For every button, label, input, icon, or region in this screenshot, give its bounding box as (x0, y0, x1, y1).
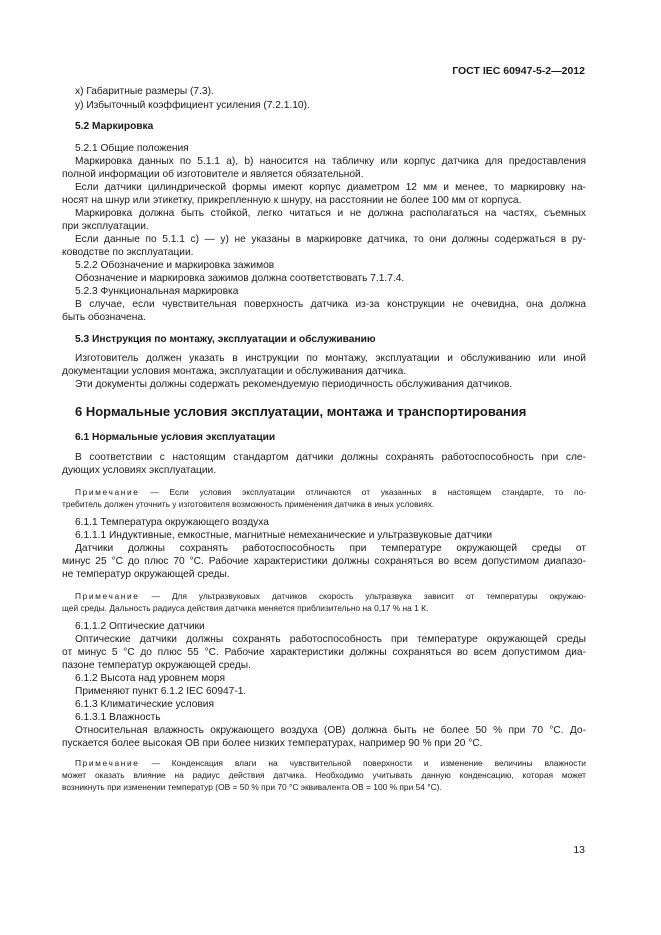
subsection-heading: 5.2.3 Функциональная маркировка (75, 286, 239, 297)
paragraph-line: Обозначение и маркировка зажимов должна соответствовать 7.1.7.4. (75, 273, 405, 284)
paragraph-line: Применяют пункт 6.1.2 IEC 60947-1. (75, 686, 247, 697)
paragraph-line: В случае, если чувствительная поверхность датчика из-за конструкции не очевидна, она должна (75, 299, 586, 310)
section-heading: 5.2 Маркировка (75, 121, 154, 132)
note-line: Примечание — Конденсация влаги на чувствительной поверхности и изменение величины влажности (75, 758, 586, 768)
paragraph-line: Изготовитель должен указать в инструкции по монтажу, эксплуатации и обслуживанию или иной (75, 353, 586, 364)
paragraph-line: Если данные по 5.1.1 c) — y) не указаны в маркировке датчика, то они должны содержаться в ру- (75, 234, 586, 245)
note-line: может оказать влияние на радиус действия датчика. Необходимо учитывать данную конденсацию, которая может (62, 770, 586, 780)
paragraph-line: от минус 5 °C до плюс 55 °C. Рабочие характеристики должны сохраняться во всем допустимом диа- (62, 647, 586, 658)
note-line: Примечание — Для ультразвуковых датчиков скорость ультразвука зависит от температуры окружаю- (75, 591, 586, 601)
list-item: x) Габаритные размеры (7.3). (75, 86, 214, 97)
note-line: щей среды. Дальность радиуса действия датчика меняется приблизительно на 0,17 % на 1 К. (62, 603, 429, 613)
paragraph-line: Датчики должны сохранять работоспособность при температуре окружающей среды от (75, 543, 586, 554)
paragraph-line: носят на шнур или этикетку, прикрепленную к шнуру, на расстоянии не более 100 мм от корпуса. (62, 195, 522, 206)
subsection-heading: 6.1.1.1 Индуктивные, емкостные, магнитные немеханические и ультразвуковые датчики (75, 530, 493, 541)
paragraph-line: ководстве по эксплуатации. (62, 247, 194, 258)
subsection-heading: 5.2.1 Общие положения (75, 143, 189, 154)
paragraph-line: минус 25 °C до плюс 70 °C. Рабочие характеристики должны сохраняться во всем допустимом диапазо- (62, 556, 586, 567)
paragraph-line: Относительная влажность окружающего воздуха (ОВ) должна быть не более 50 % при 70 °C. До- (75, 725, 586, 736)
paragraph-line: Маркировка должна быть стойкой, легко читаться и не должна располагаться на частях, съемных (75, 208, 586, 219)
note-line: Примечание — Если условия эксплуатации отличаются от указанных в настоящем стандарте, то по- (75, 487, 586, 497)
paragraph-line: Эти документы должны содержать рекомендуемую периодичность обслуживания датчиков. (75, 379, 513, 390)
subsection-heading: 6.1.3.1 Влажность (75, 712, 161, 723)
subsection-heading: 5.2.2 Обозначение и маркировка зажимов (75, 260, 275, 271)
note-line: возникнуть при изменении температур (ОВ = 50 % при 70 °C эквивалента ОВ = 100 % при 54 °C). (62, 782, 442, 792)
paragraph-line: при эксплуатации. (62, 221, 149, 232)
section-heading: 5.3 Инструкция по монтажу, эксплуатации и обслуживанию (75, 334, 376, 345)
paragraph-line: дующих условиях эксплуатации. (62, 465, 217, 476)
note-label: Примечание (75, 758, 140, 768)
note-line: требитель должен уточнить у изготовителя возможность применения датчика в иных условиях. (62, 499, 435, 509)
note-label: Примечание (75, 487, 140, 497)
chapter-heading: 6 Нормальные условия эксплуатации, монтажа и транспортирования (75, 404, 527, 419)
subsection-heading: 6.1.1 Температура окружающего воздуха (75, 517, 269, 528)
paragraph-line: не температур окружающей среды. (62, 569, 230, 580)
section-heading: 6.1 Нормальные условия эксплуатации (75, 432, 276, 443)
list-item: y) Избыточный коэффициент усиления (7.2.1.10). (75, 100, 310, 111)
note-label: Примечание (75, 591, 140, 601)
paragraph-line: Маркировка данных по 5.1.1 a), b) наносится на табличку или корпус датчика для предоставления (75, 156, 586, 167)
paragraph-line: пазоне температур окружающей среды. (62, 660, 251, 671)
paragraph-line: документации условия монтажа, эксплуатации и обслуживания датчика. (62, 366, 407, 377)
subsection-heading: 6.1.3 Климатические условия (75, 699, 214, 710)
subsection-heading: 6.1.1.2 Оптические датчики (75, 621, 205, 632)
paragraph-line: быть обозначена. (62, 312, 146, 323)
subsection-heading: 6.1.2 Высота над уровнем моря (75, 673, 225, 684)
paragraph-line: Оптические датчики должны сохранять работоспособность при температуре окружающей среды (75, 634, 586, 645)
running-header: ГОСТ IEC 60947-5-2—2012 (452, 65, 585, 77)
paragraph-line: Если датчики цилиндрической формы имеют корпус диаметром 12 мм и менее, то маркировку на- (75, 182, 586, 193)
page-number: 13 (573, 844, 585, 856)
paragraph-line: полной информации об изготовителе и является обязательной. (62, 169, 364, 180)
paragraph-line: пускается более высокая ОВ при более низких температурах, например 90 % при 20 °C. (62, 738, 483, 749)
paragraph-line: В соответствии с настоящим стандартом датчики должны сохранять работоспособность при сле- (75, 452, 586, 463)
